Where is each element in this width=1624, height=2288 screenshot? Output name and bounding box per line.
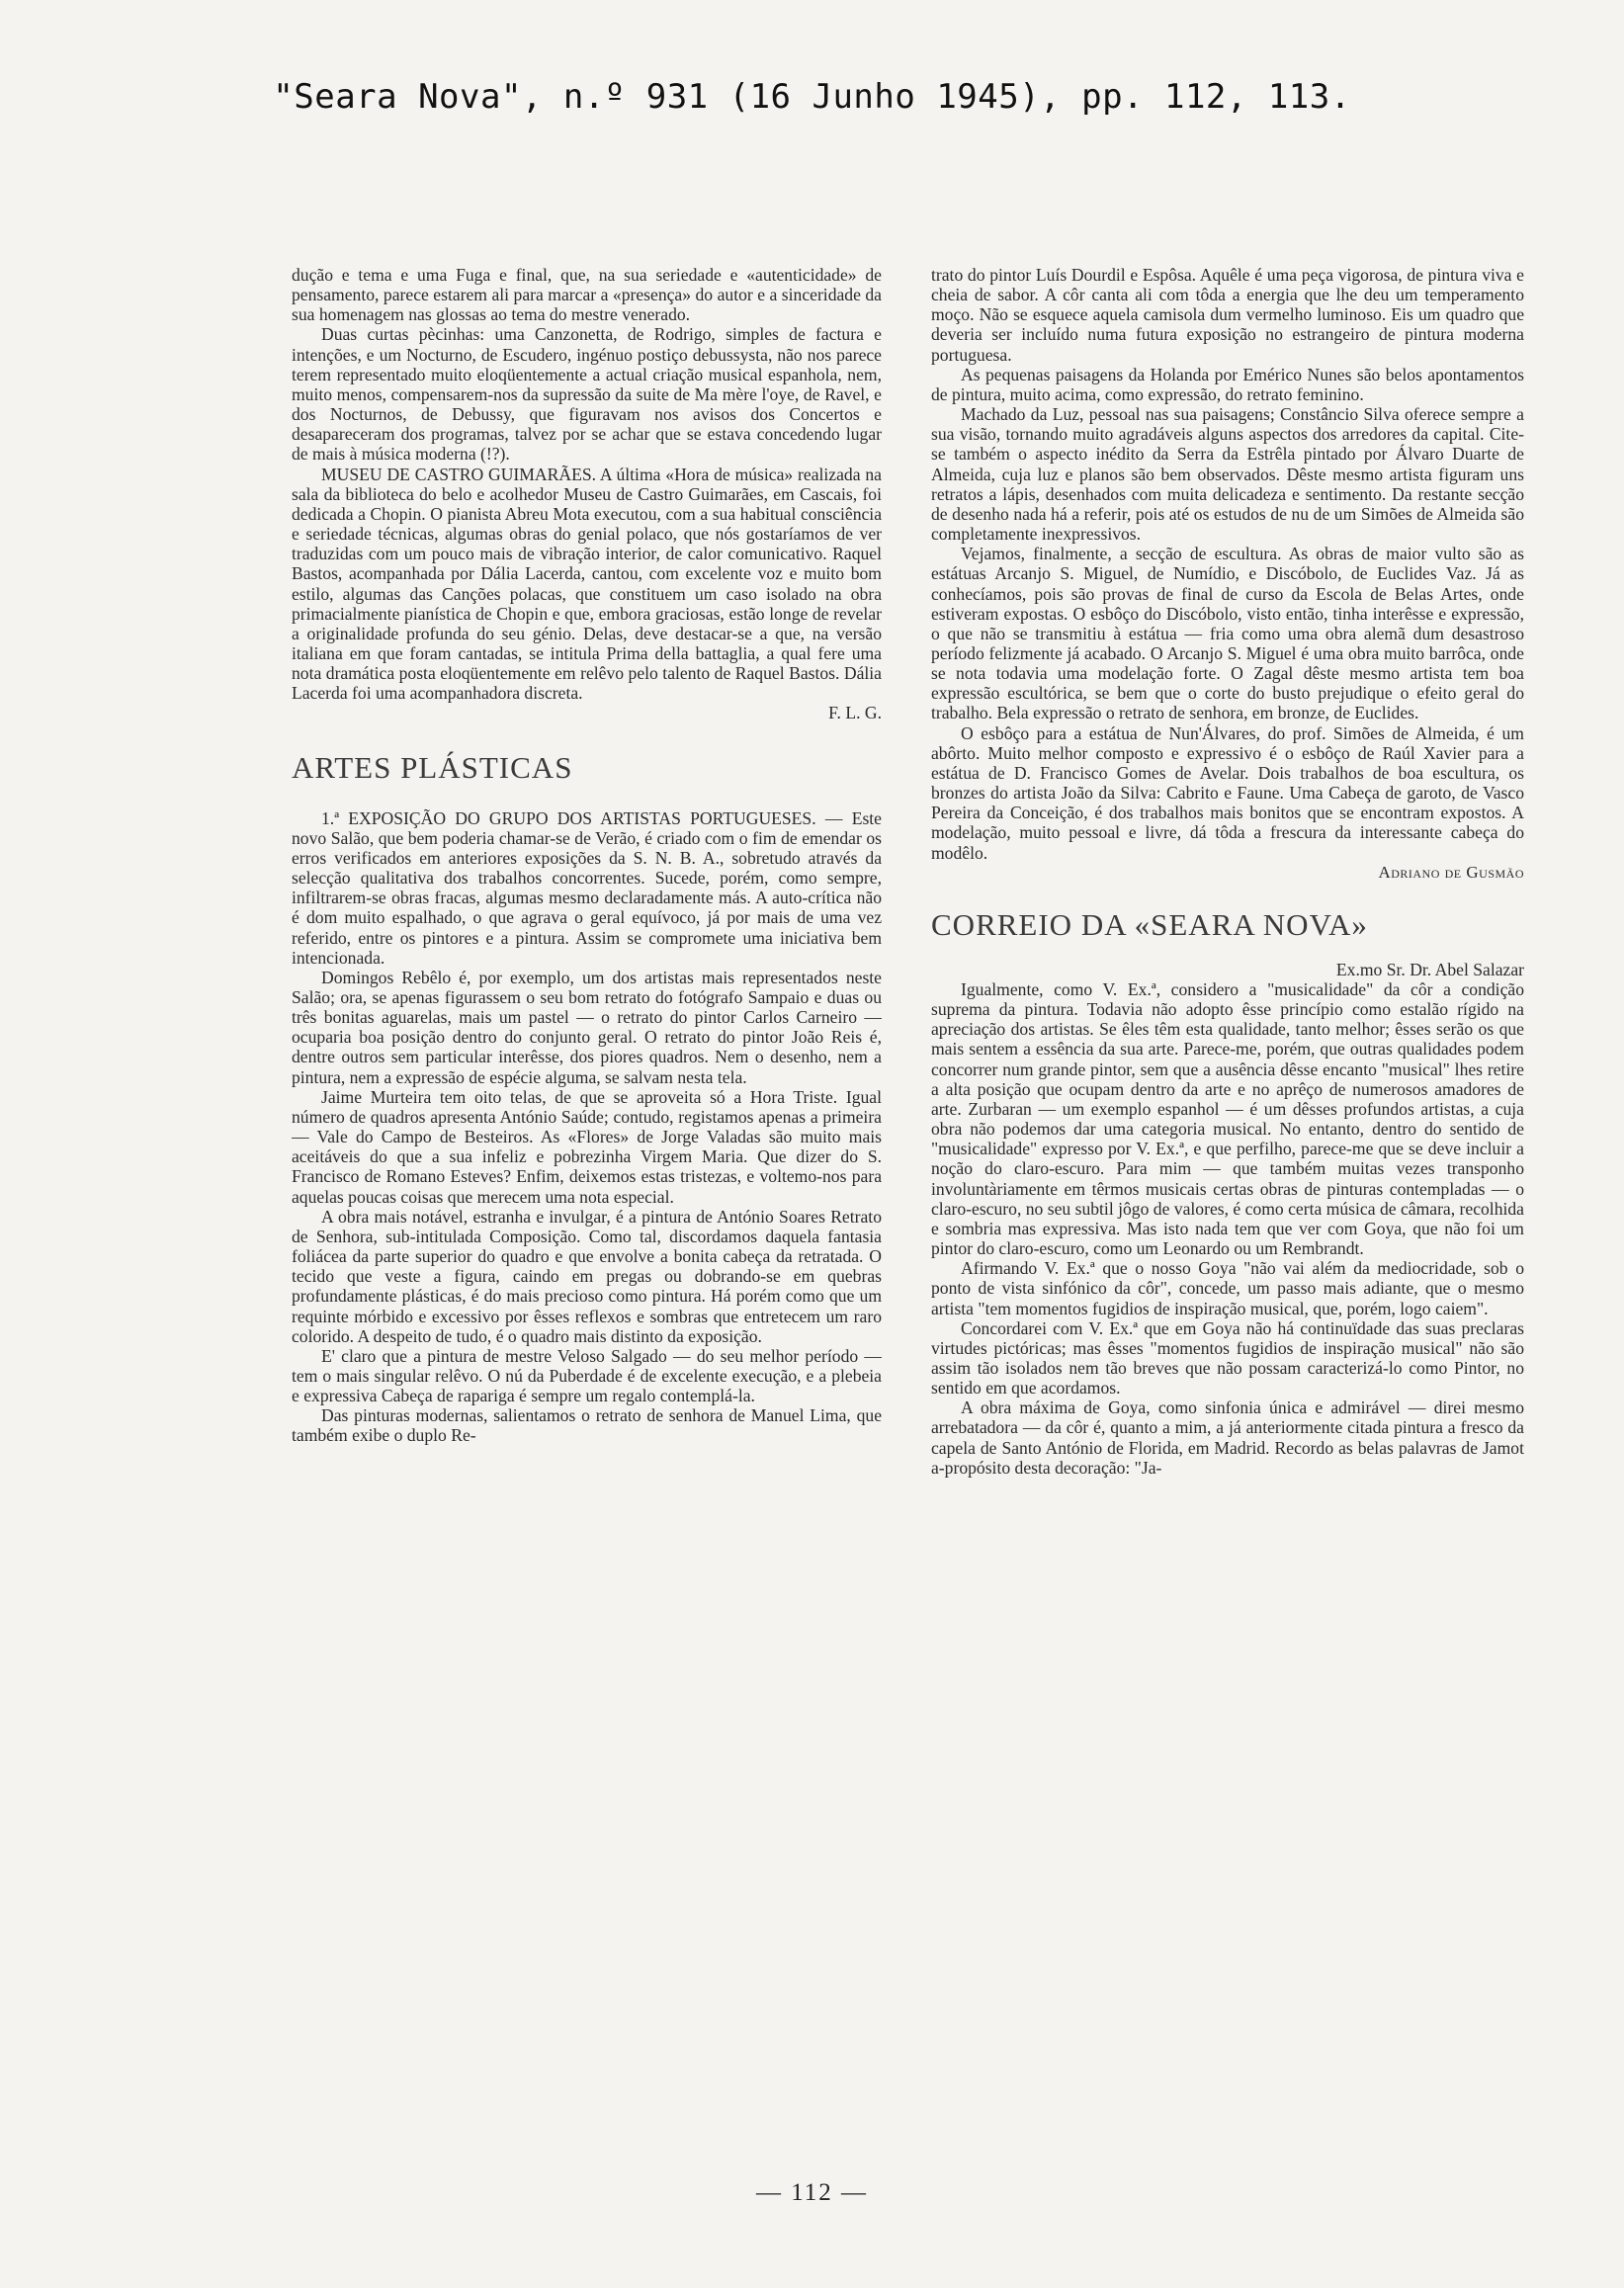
paragraph: dução e tema e uma Fuga e final, que, na sua seriedade e «autenticidade» de pensamento, parece estarem ali para marcar a «presença» do autor e a sinceridade da sua homenagem nas glossas ao tema do mestre venerado. xyxy=(292,265,882,325)
paragraph: trato do pintor Luís Dourdil e Espôsa. Aquêle é uma peça vigorosa, de pintura viva e cheia de sabor. A côr canta ali com tôda a energia que lhe deu um temperamento moço. Não se esquece aquela camisola dum vermelho luminoso. Eis um quadro que deveria ser incluído numa futura exposição no estrangeiro de pintura moderna portuguesa. xyxy=(931,265,1524,365)
page-number: — 112 — xyxy=(755,2179,869,2206)
paragraph: Jaime Murteira tem oito telas, de que se aproveita só a Hora Triste. Igual número de quadros apresenta António Saúde; contudo, registamos apenas a primeira — Vale do Campo de Besteiros. As «Flores» de Jorge Valadas são muito mais aceitáveis do que a sua infeliz e pobrezinha Virgem Maria. Que dizer do S. Francisco de Romano Esteves? Enfim, deixemos estas tristezas, e voltemo-nos para aquelas poucas coisas que merecem uma nota especial. xyxy=(292,1086,882,1207)
paragraph: Duas curtas pècinhas: uma Canzonetta, de Rodrigo, simples de factura e intenções, e um Nocturno, de Escudero, ingénuo postiço debussysta, não nos parece terem representado muito eloqüentemente a actual criação musical espanhola, nem, muito menos, compensarem-nos da supressão da suite de Ma mère l'oye, de Ravel, e dos Nocturnos, de Debussy, que figuravam nos avisos dos Concertos e desapareceram dos programas, talvez por se achar que se estava concedendo lugar de mais à música moderna (!?). xyxy=(292,324,882,465)
paragraph: Domingos Rebêlo é, por exemplo, um dos artistas mais representados neste Salão; ora, se apenas figurassem o seu bom retrato do fotógrafo Sampaio e duas ou três bonitas aguarelas, mais um pastel — o retrato do pintor Carlos Carneiro — ocuparia boa posição dentro do conjunto geral. O retrato do pintor João Reis é, dentre outros sem particular interêsse, dos piores quadros. Nem o desenho, nem a pintura, nem a expressão de espécie alguma, se salvam nesta tela. xyxy=(292,967,882,1087)
paragraph: A obra mais notável, estranha e invulgar, é a pintura de António Soares Retrato de Senhora, sub-intitulada Composição. Como tal, discordamos daquela fantasia foliácea da parte superior do quadro e que envolve a bonita cabeça da retratada. O tecido que veste a figura, caindo em pregas ou dobrando-se em quebras profundamente plásticas, é do mais precioso como pintura. Há porém como que um requinte mórbido e excessivo por êsses reflexos e sombras que entretecem um raro colorido. A despeito de tudo, é o quadro mais distinto da exposição. xyxy=(292,1206,882,1346)
paragraph: Machado da Luz, pessoal nas sua paisagens; Constâncio Silva oferece sempre a sua visão, tornando muito agradáveis alguns aspectos dos arredores da capital. Cite-se também o aspecto inédito da Serra da Estrêla pintado por Álvaro Duarte de Almeida, cuja luz e planos são bem observados. Dêste mesmo artista figuram uns retratos a lápis, desenhados com muita delicadeza e sentimento. Da restante secção de desenho nada há a referir, pois até os estudos de nu de um Simões de Almeida são completamente inexpressivos. xyxy=(931,404,1524,545)
paragraph: Afirmando V. Ex.ª que o nosso Goya "não vai além da mediocridade, sob o ponto de vista sinfónico da côr", concede, um passo mais adiante, que o mesmo artista "tem momentos fugidios de inspiração musical, que, porém, logo caiem". xyxy=(931,1258,1524,1318)
section-title-correio: CORREIO DA «SEARA NOVA» xyxy=(931,906,1368,942)
signature-flg: F. L. G. xyxy=(828,703,882,723)
paragraph: E' claro que a pintura de mestre Veloso Salgado — do seu melhor período — tem o mais singular relêvo. O nú da Puberdade é de excelente execução, e a plebeia e expressiva Cabeça de rapariga é sempre um regalo contemplá-la. xyxy=(292,1345,882,1406)
paragraph: Igualmente, como V. Ex.ª, considero a "musicalidade" da côr a condição suprema da pintura. Todavia não adopto êsse princípio como estalão rígido na apreciação dos artistas. Se êles têm esta qualidade, tanto melhor; êsses serão os que mais sentem a essência da sua arte. Parece-me, porém, que outras qualidades podem concorrer num grande pintor, sem que a ausência dêsse encanto "musical" lhes retire a alta posição que ocupam dentro da arte e no aprêço de numerosos amadores de arte. Zurbaran — um exemplo espanhol — é um dêsses profundos artistas, a cuja obra não podemos dar uma categoria musical. No entanto, dentro do sentido de "musicalidade" expresso por V. Ex.ª, e que perfilho, parece-me que se deve incluir a noção do claro-escuro. Para mim — que também muitas vezes transponho involuntàriamente em têrmos musicais certas obras de pinturas contempladas — o claro-escuro, no seu subtil jôgo de valores, é como certa música de câmara, recolhida e sombria mas expressiva. Mas isto nada tem que ver com Goya, que não foi um pintor do claro-escuro, como um Leonardo ou um Rembrandt. xyxy=(931,979,1524,1259)
paragraph: As pequenas paisagens da Holanda por Emérico Nunes são belos apontamentos de pintura, muito acima, como expressão, do retrato feminino. xyxy=(931,364,1524,404)
left-column xyxy=(292,265,882,2143)
paragraph: A obra máxima de Goya, como sinfonia única e admirável — direi mesmo arrebatadora — da côr é, quanto a mim, a já anteriormente citada pintura a fresco da capela de Santo António de Florida, em Madrid. Recordo as belas palavras de Jamot a-propósito desta decoração: "Ja- xyxy=(931,1398,1524,1478)
paragraph: Das pinturas modernas, salientamos o retrato de senhora de Manuel Lima, que também exibe o duplo Re- xyxy=(292,1405,882,1446)
addressee: Ex.mo Sr. Dr. Abel Salazar xyxy=(1335,959,1524,979)
right-column xyxy=(931,265,1524,2143)
paragraph: Concordarei com V. Ex.ª que em Goya não há continuïdade das suas preclaras virtudes pictóricas; mas êsses "momentos fugidios de inspiração musical" não são assim tão isolados nem tão breves que não possam caracterizá-lo como Pintor, no sentido em que acordamos. xyxy=(931,1317,1524,1398)
signature-adriano-de-gusmao: Adriano de Gusmão xyxy=(1378,862,1524,882)
paragraph: 1.ª EXPOSIÇÃO DO GRUPO DOS ARTISTAS PORTUGUESES. — Este novo Salão, que bem poderia chamar-se de Verão, é criado com o fim de emendar os erros verificados em anteriores exposições da S. N. B. A., sobretudo através da selecção qualitativa dos trabalhos concorrentes. Sucede, porém, como sempre, infiltrarem-se obras fracas, algumas mesmo declaradamente más. A auto-crítica não é dom muito espalhado, o que agrava o geral equívoco, já por mais de uma vez referido, entre os pintores e a pintura. Assim se compromete uma iniciativa bem intencionada. xyxy=(292,807,882,968)
paragraph: Vejamos, finalmente, a secção de escultura. As obras de maior vulto são as estátuas Arcanjo S. Miguel, de Numídio, e Discóbolo, de Euclides Vaz. Já as conhecíamos, pois são provas de final de curso da Escola de Belas Artes, onde estiveram expostas. O esbôço do Discóbolo, visto então, tinha interêsse e expressão, o que não se transmitiu à estátua — fria como uma obra alemã dum desastroso período felizmente já acabado. O Arcanjo S. Miguel é uma obra muito barrôca, onde se nota todavia uma modelação forte. O Zagal dêste mesmo artista tem boa expressão escultórica, se bem que o corte do busto prejudique o efeito geral do trabalho. Bela expressão o retrato de senhora, em bronze, de Euclides. xyxy=(931,544,1524,723)
page-header: "Seara Nova", n.º 931 (16 Junho 1945), pp. 112, 113. xyxy=(273,77,1351,117)
paragraph: O esbôço para a estátua de Nun'Álvares, do prof. Simões de Almeida, é um abôrto. Muito melhor composto e expressivo é o esbôço de Raúl Xavier para a estátua de D. Francisco Gomes de Avelar. Dois trabalhos de boa escultura, os bronzes do artista João da Silva: Cabrito e Faune. Uma Cabeça de garoto, de Vasco Pereira da Conceição, é dos trabalhos mais bonitos que se encontram expostos. A modelação, muito pessoal e livre, dá tôda a frescura da interessante cabeça do modêlo. xyxy=(931,722,1524,863)
paragraph: MUSEU DE CASTRO GUIMARÃES. A última «Hora de música» realizada na sala da biblioteca do belo e acolhedor Museu de Castro Guimarães, em Cascais, foi dedicada a Chopin. O pianista Abreu Mota executou, com a sua habitual consciência e seriedade técnicas, algumas obras do genial polaco, que nós gostaríamos de ver traduzidas com um pouco mais de vibração interior, de calor comunicativo. Raquel Bastos, acompanhada por Dália Lacerda, cantou, com excelente voz e muito bom estilo, algumas das Canções polacas, que constituem um caso isolado na obra primacialmente pianística de Chopin e que, embora graciosas, estão longe de revelar a originalidade profunda do seu génio. Delas, deve destacar-se a que, na versão italiana em que foram cantadas, se intitula Prima della battaglia, a qual fere uma nota dramática posta eloqüentemente em relêvo pelo talento de Raquel Bastos. Dália Lacerda foi uma acompanhadora discreta. xyxy=(292,464,882,704)
section-title-artes-plasticas: ARTES PLÁSTICAS xyxy=(292,749,573,785)
